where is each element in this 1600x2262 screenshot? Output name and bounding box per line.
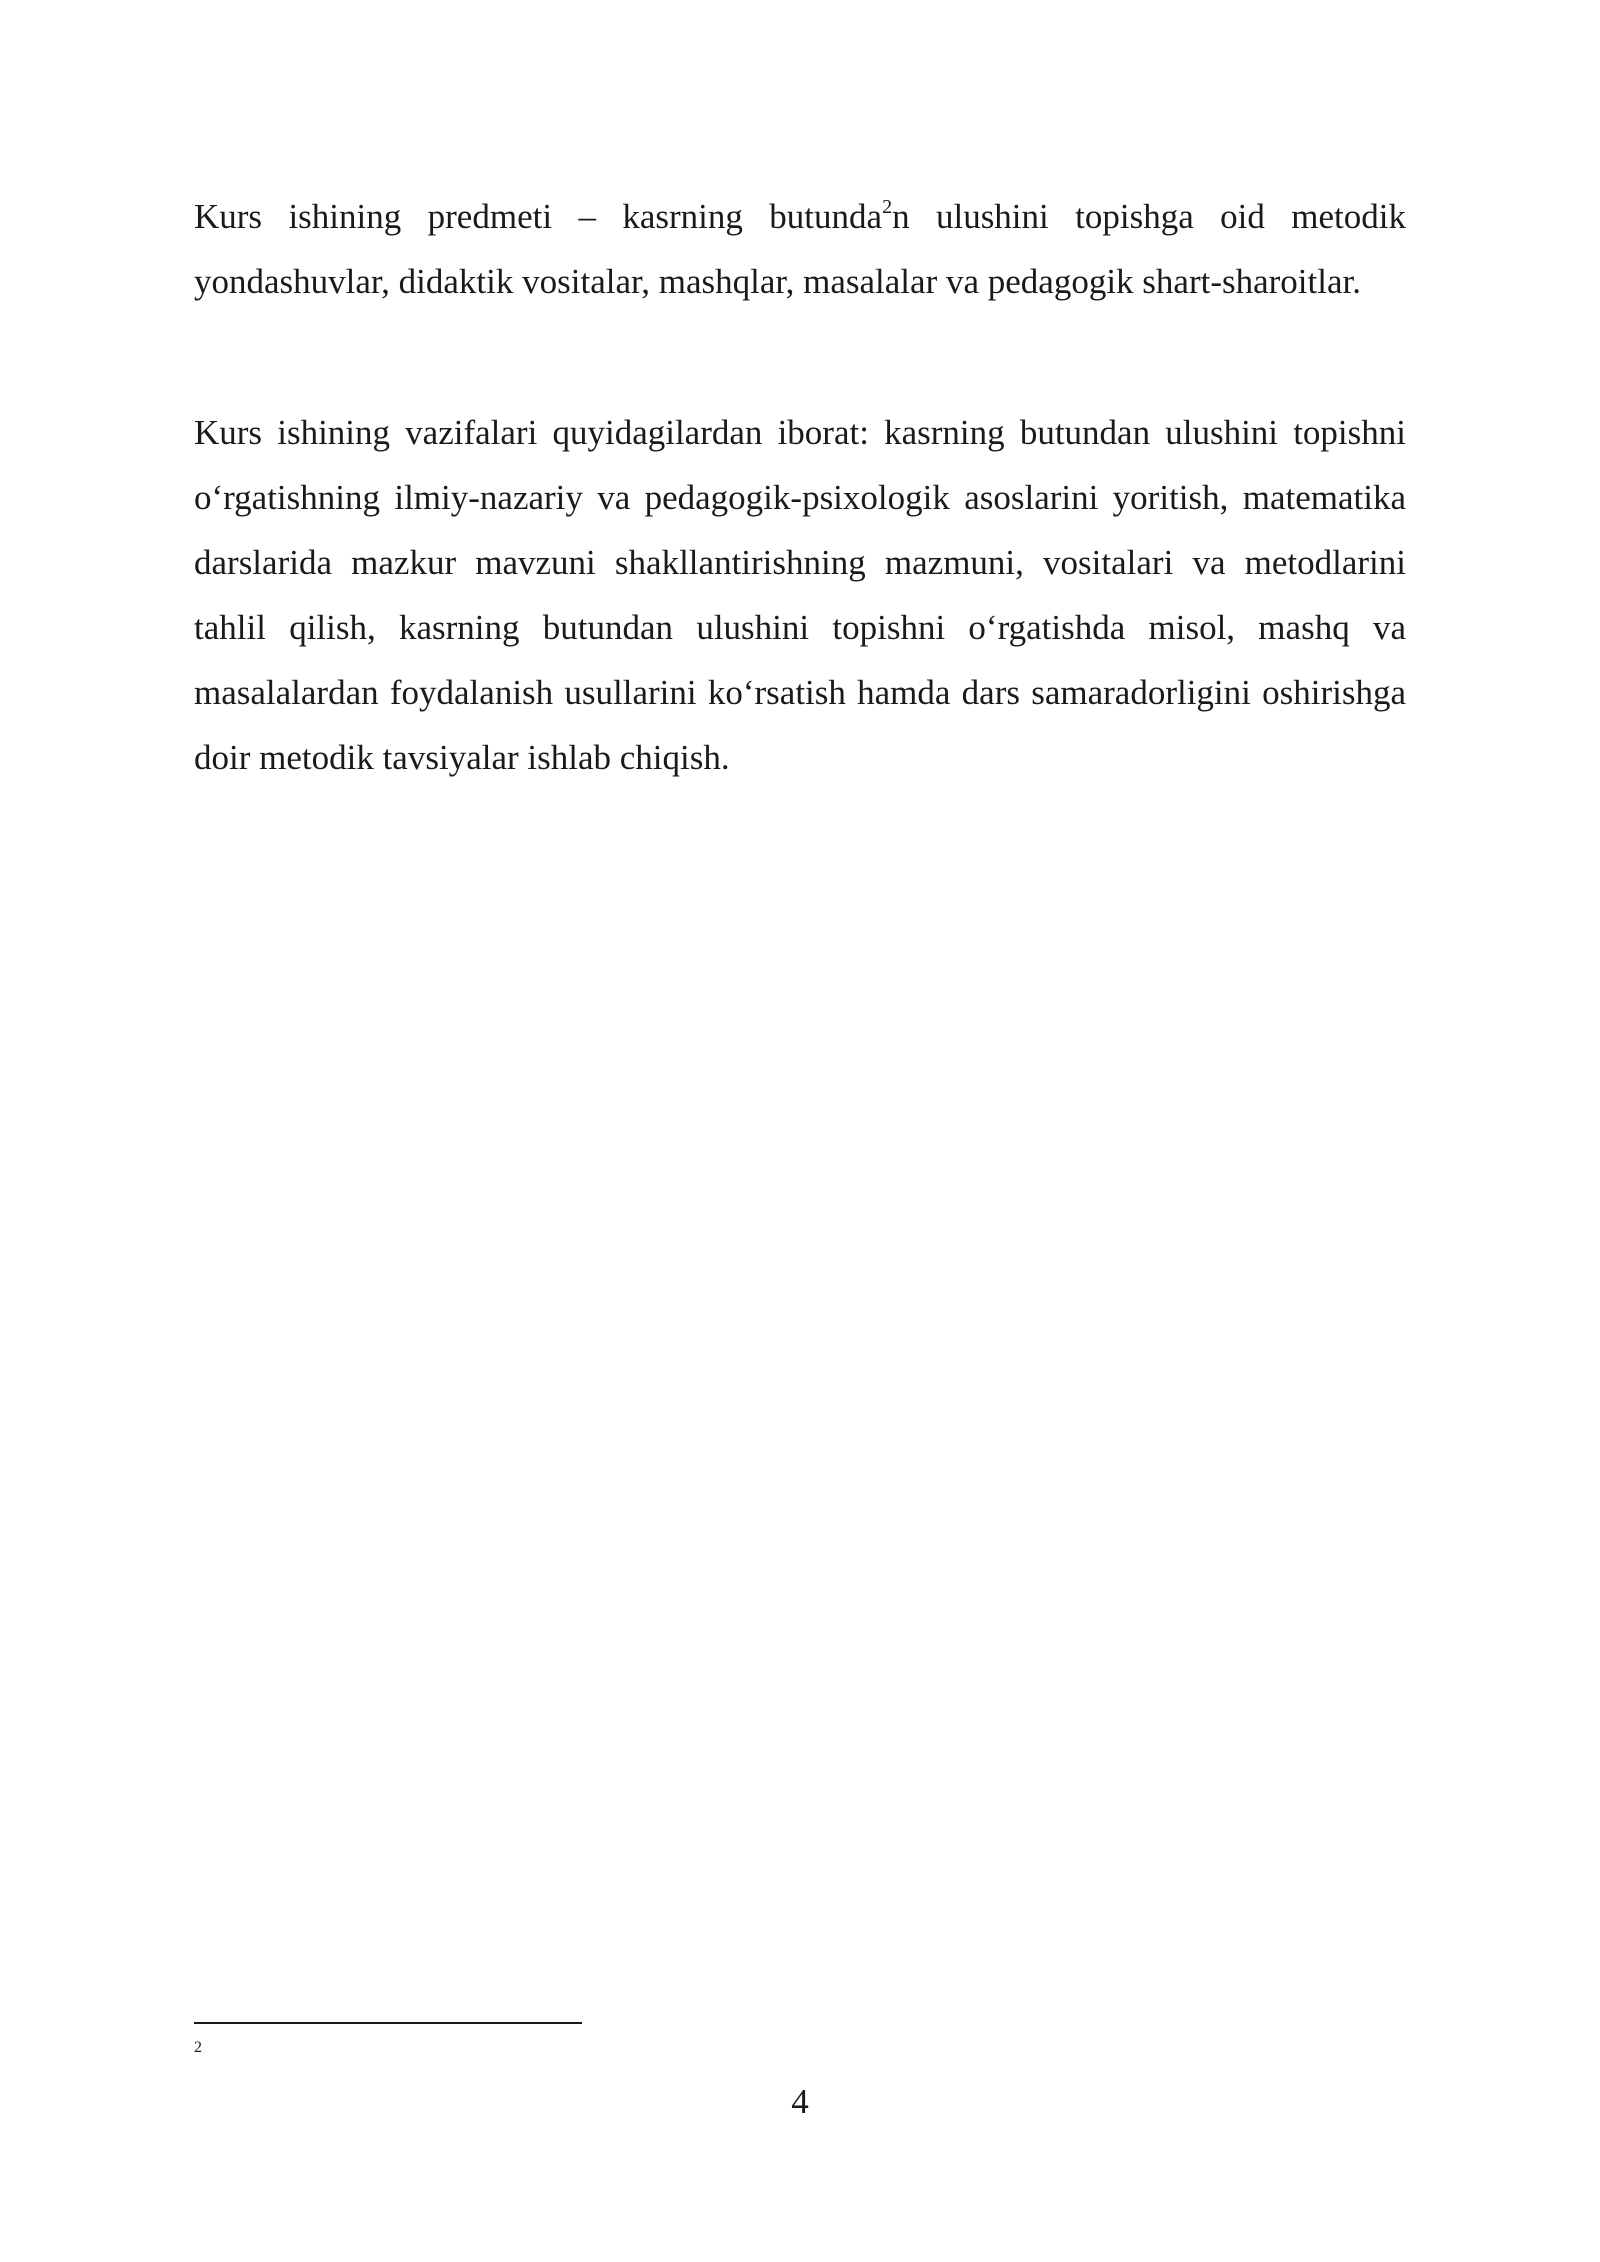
paragraph-subject-text-start: Kurs ishining predmeti – kasrning butunda [194,197,883,236]
paragraph-subject-text-end: n ulushini topishga oid metodik yondashuvlar, didaktik vositalar, mashqlar, masalalar va pedagogik shart-sharoitlar. [194,197,1407,301]
footnote-number: 2 [194,2039,202,2056]
footnote-separator [194,2022,582,2024]
footnote-reference[interactable]: 2 [882,196,893,219]
paragraph-tasks: Kurs ishining vazifalari quyidagilardan iborat: kasrning butundan ulushini topishni o‘rgatishning ilmiy-nazariy va pedagogik-psixologik asoslarini yoritish, matematika darslarida mazkur mavzuni shakllantirishning mazmuni, vositalari va metodlarini tahlil qilish, kasrning butundan ulushini topishni o‘rgatishda misol, mashq va masalalardan foydalanish usullarini ko‘rsatish hamda dars samaradorligini oshirishga doir metodik tavsiyalar ishlab chiqish. [194,413,1406,777]
page-number: 4 [791,2082,809,2121]
paragraph-subject [194,184,1406,314]
